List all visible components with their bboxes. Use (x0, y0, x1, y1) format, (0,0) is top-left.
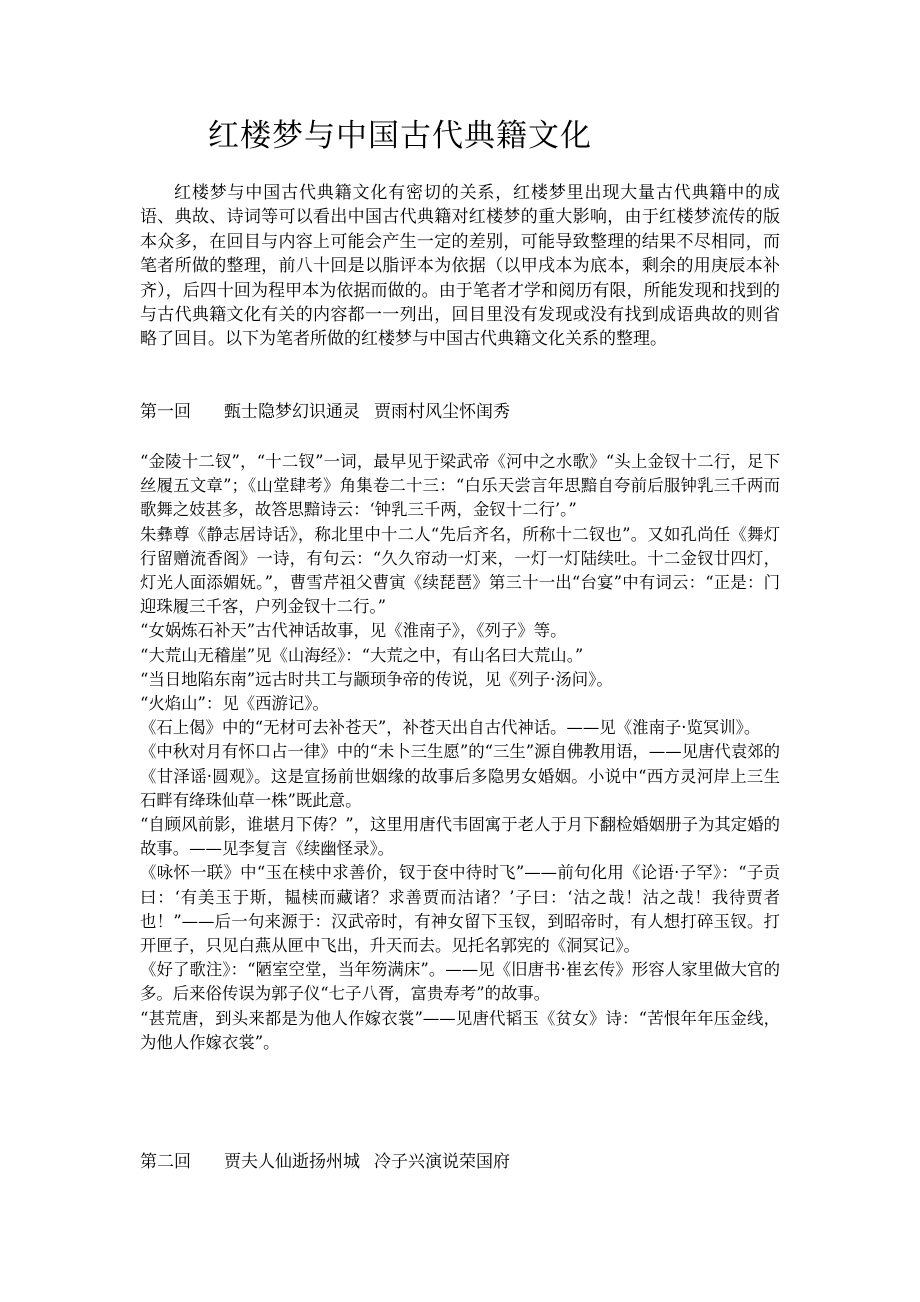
note-item: “金陵十二钗”，“十二钗”一词，最早见于梁武帝《河中之水歌》“头上金钗十二行，足下丝履五文章”；《山堂肆考》角集卷二十三：“白乐天尝言年思黯自夸前后服钟乳三千两而歌舞之妓甚多，故答思黯诗云：‘钟乳三千两，金钗十二行’。” (140, 452, 780, 520)
note-item: “当日地陷东南”远古时共工与颛顼争帝的传说，见《列子·汤问》。 (140, 669, 613, 689)
note-item: 《咏怀一联》中“玉在椟中求善价，钗于奁中待时飞”——前句化用《论语·子罕》：“子贡曰：‘有美玉于斯，韫椟而藏诸？求善贾而沽诸？’子曰：‘沽之哉！沽之哉！我待贾者也！”——后一句来源于：汉武帝时，有神女留下玉钗，到昭帝时，有人想打碎玉钗。打开匣子，只见白燕从匣中飞出，升天而去。见托名郭宪的《洞冥记》。 (140, 863, 780, 956)
intro-paragraph: 红楼梦与中国古代典籍文化有密切的关系，红楼梦里出现大量古代典籍中的成语、典故、诗词等可以看出中国古代典籍对红楼梦的重大影响，由于红楼梦流传的版本众多，在回目与内容上可能会产生一定的差别，可能导致整理的结果不尽相同，而笔者所做的整理，前八十回是以脂评本为依据（以甲戌本为底本，剩余的用庚辰本补齐），后四十回为程甲本为依据而做的。由于笔者才学和阅历有限，所能发现和找到的与古代典籍文化有关的内容都一一列出，回目里没有发现或没有找到成语典故的则省略了回目。以下为笔者所做的红楼梦与中国古代典籍文化关系的整理。 (140, 183, 780, 350)
note-item: “女娲炼石补天”古代神话故事，见《淮南子》，《列子》等。 (140, 621, 567, 641)
chapter-1-notes (140, 450, 780, 1055)
chapter-title-part2: 冷子兴演说荣国府 (374, 1152, 510, 1172)
note-item: 《中秋对月有怀口占一律》中的“未卜三生愿”的“三生”源自佛教用语，——见唐代袁郊的《甘泽谣·圆观》。这是宣扬前世姻缘的故事后多隐男女婚姻。小说中“西方灵河岸上三生石畔有绛珠仙草一株”既此意。 (140, 742, 780, 810)
chapter-title-part2: 贾雨村风尘怀闺秀 (374, 402, 510, 422)
note-item: 朱彝尊《静志居诗话》，称北里中十二人“先后齐名，所称十二钗也”。又如孔尚任《舞灯行留赠流香阁》一诗，有句云：“久久帘动一灯来，一灯一灯陆续吐。十二金钗廿四灯，灯光人面添媚妩。”，曹雪芹祖父曹寅《续琵琶》第三十一出“台宴”中有词云：“正是：门迎珠履三千客，户列金钗十二行。” (140, 524, 780, 617)
chapter-heading-2 (140, 1150, 510, 1174)
document-title: 红楼梦与中国古代典籍文化 (208, 118, 592, 154)
note-item: “火焰山”：见《西游记》。 (140, 694, 329, 714)
note-item: “大荒山无稽崖”见《山海经》：“大荒之中，有山名曰大荒山。” (140, 645, 584, 665)
chapter-title-part1: 甄士隐梦幻识通灵 (224, 402, 360, 422)
chapter-heading-1 (140, 400, 510, 424)
note-item: 《石上偈》中的“无材可去补苍天”，补苍天出自古代神话。——见《淮南子·览冥训》。 (140, 718, 761, 738)
note-item: 《好了歌注》：“陋室空堂，当年笏满床”。——见《旧唐书·崔玄传》形容人家里做大官的多。后来俗传误为郭子仪“七子八胥，富贵寿考”的故事。 (140, 960, 780, 1004)
chapter-number: 第一回 (140, 402, 191, 422)
note-item: “自顾风前影，谁堪月下俦？”，这里用唐代韦固寓于老人于月下翻检婚姻册子为其定婚的故事。——见李复言《续幽怪录》。 (140, 815, 780, 859)
chapter-number: 第二回 (140, 1152, 191, 1172)
chapter-title-part1: 贾夫人仙逝扬州城 (224, 1152, 360, 1172)
note-item: “甚荒唐，到头来都是为他人作嫁衣裳”——见唐代韬玉《贫女》诗：“苦恨年年压金线，为他人作嫁衣裳”。 (140, 1008, 780, 1052)
